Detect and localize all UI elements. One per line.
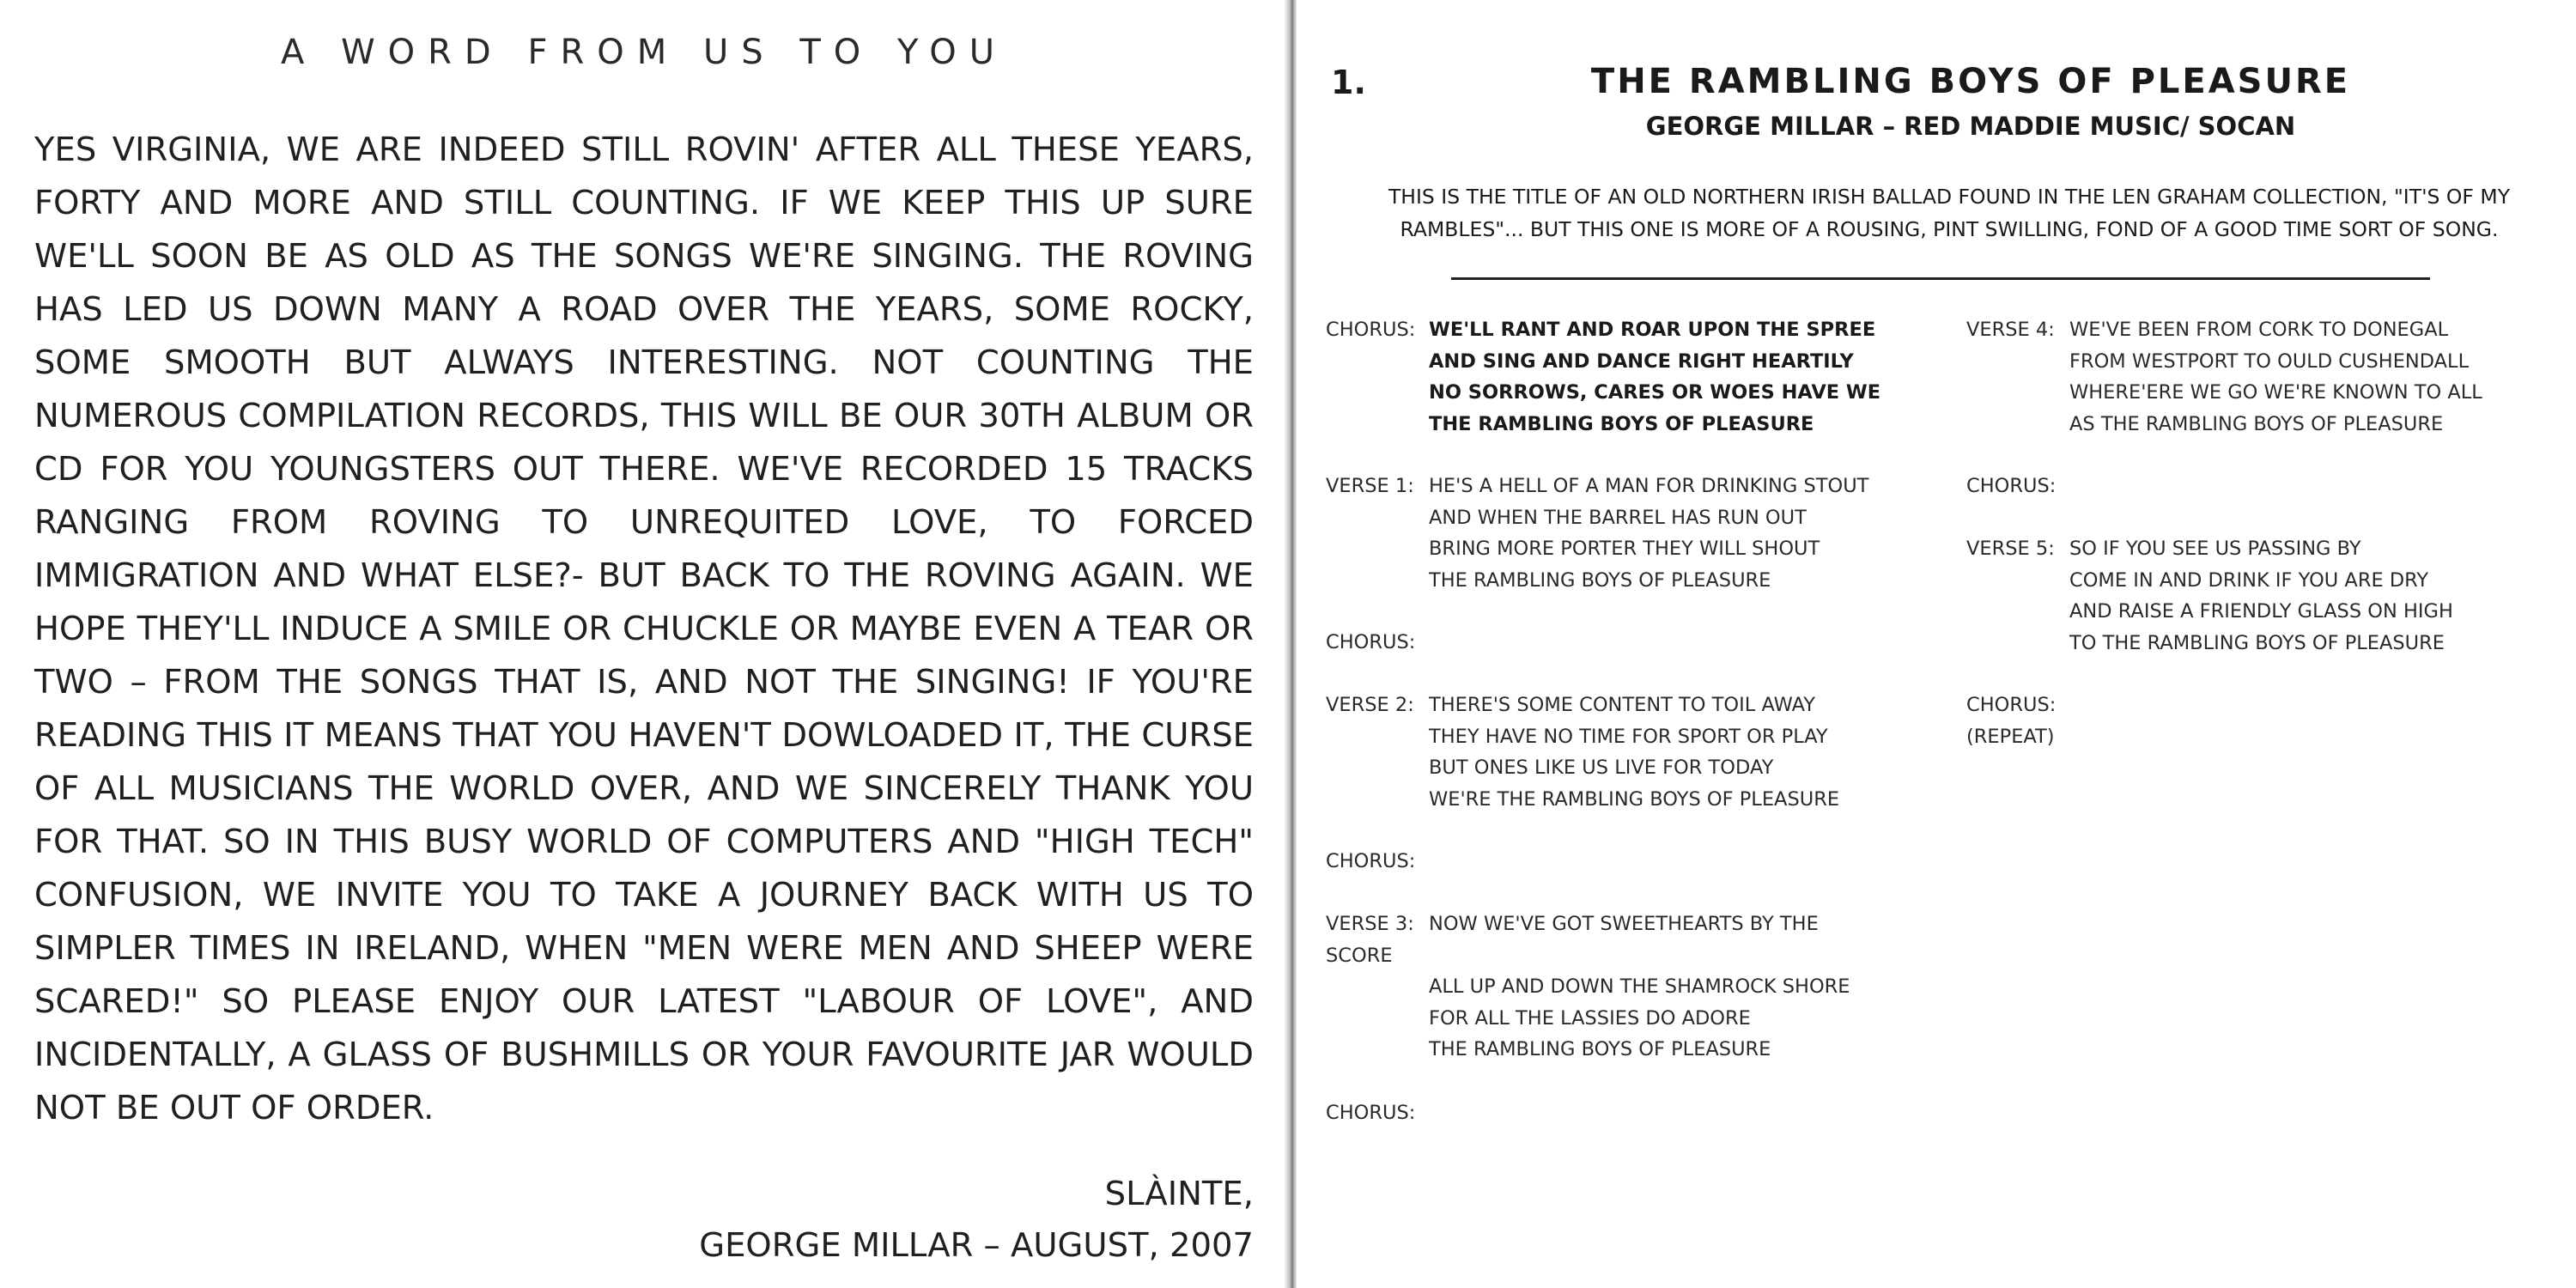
track-credit: GEORGE MILLAR – RED MADDIE MUSIC/ SOCAN [1645, 112, 2296, 141]
sign-off: SLÀINTE, [1104, 1175, 1254, 1213]
lyric-line: THE RAMBLING BOYS OF PLEASURE [1429, 412, 1814, 435]
lyric-line: FROM WESTPORT TO OULD CUSHENDALL [2069, 349, 2470, 373]
stanza-label: CHORUS: [1966, 475, 2057, 497]
track-title: THE RAMBLING BOYS OF PLEASURE [1590, 62, 2351, 101]
right-page [1297, 0, 2576, 1288]
lyric-line: WE'VE BEEN FROM CORK TO DONEGAL [2069, 319, 2449, 341]
stanza-label: CHORUS: [1326, 319, 1416, 341]
stanza-label: VERSE 3: [1326, 913, 1414, 935]
lyric-line: COME IN AND DRINK IF YOU ARE DRY [2069, 568, 2429, 592]
stanza-label: VERSE 4: [1966, 319, 2055, 341]
track-number: 1. [1331, 64, 1366, 101]
stanza-label: CHORUS: [1966, 694, 2057, 716]
stanza-lines [1429, 314, 1880, 440]
stanza-lines [2069, 533, 2453, 659]
lyric-line: NO SORROWS, CARES OR WOES HAVE WE [1429, 381, 1881, 404]
lyric-line: THERE'S SOME CONTENT TO TOIL AWAY [1429, 694, 1816, 716]
lyric-line: THE RAMBLING BOYS OF PLEASURE [1429, 1038, 1771, 1060]
repeat-marker: (REPEAT) [1966, 725, 2055, 748]
intro-heading: A WORD FROM US TO YOU [281, 33, 1007, 72]
stanza-label: CHORUS: [1326, 1102, 1416, 1124]
stanza-label: VERSE 2: [1326, 694, 1414, 716]
lyric-line: BRING MORE PORTER THEY WILL SHOUT [1429, 538, 1820, 560]
lyric-line: ALL UP AND DOWN THE SHAMROCK SHORE [1429, 975, 1850, 998]
divider [1451, 277, 2430, 280]
lyric-line: AND SING AND DANCE RIGHT HEARTILY [1429, 349, 1854, 373]
lyric-line: FOR ALL THE LASSIES DO ADORE [1429, 1006, 1751, 1030]
stanza-lines [1429, 971, 1850, 1066]
track-note-line: RAMBLES"... BUT THIS ONE IS MORE OF A ROUSING, PINT SWILLING, FOND OF A GOOD TIME SORT OF SONG. [1400, 217, 2499, 241]
stanza-label: CHORUS: [1326, 850, 1416, 872]
track-note-line: THIS IS THE TITLE OF AN OLD NORTHERN IRISH BALLAD FOUND IN THE LEN GRAHAM COLLECTION, "IT'S OF MY [1388, 185, 2511, 209]
lyric-line: WE'RE THE RAMBLING BOYS OF PLEASURE [1429, 787, 1840, 811]
lyric-line: SO IF YOU SEE US PASSING BY [2069, 538, 2361, 560]
stanza-lines [1429, 908, 1819, 940]
stanza-label: VERSE 1: [1326, 475, 1414, 497]
stanza-lines [1429, 471, 1868, 596]
lyric-line: BUT ONES LIKE US LIVE FOR TODAY [1429, 756, 1774, 779]
lyric-line: WHERE'ERE WE GO WE'RE KNOWN TO ALL [2069, 381, 2482, 404]
stanza-label: VERSE 5: [1966, 538, 2055, 560]
signature: GEORGE MILLAR – AUGUST, 2007 [699, 1226, 1254, 1265]
lyric-line: AND WHEN THE BARREL HAS RUN OUT [1429, 506, 1807, 529]
lyric-line: THE RAMBLING BOYS OF PLEASURE [1429, 568, 1771, 592]
lyric-line-wrap: SCORE [1326, 944, 1393, 967]
stanza-lines [1429, 690, 1839, 815]
lyric-line: WE'LL RANT AND ROAR UPON THE SPREE [1429, 319, 1876, 341]
lyric-line: THEY HAVE NO TIME FOR SPORT OR PLAY [1429, 725, 1828, 748]
lyric-line: HE'S A HELL OF A MAN FOR DRINKING STOUT [1429, 475, 1869, 497]
stanza-label: CHORUS: [1326, 631, 1416, 653]
track-note [1348, 180, 2550, 246]
lyric-line: AND RAISE A FRIENDLY GLASS ON HIGH [2069, 600, 2453, 623]
intro-paragraph: YES VIRGINIA, WE ARE INDEED STILL ROVIN' AFTER ALL THESE YEARS, FORTY AND MORE AND STILL COUNTING. IF WE KEEP THIS UP SURE WE'LL SOON BE AS OLD AS THE SONGS WE'RE SINGING. THE ROVING HAS LED US DOWN MANY A ROAD OVER THE YEARS, SOME ROCKY, SOME SMOOTH BUT ALWAYS INTERESTING. NOT COUNTING THE NUMEROUS COMPILATION RECORDS, THIS WILL BE OUR 30TH ALBUM OR CD FOR YOU YOUNGSTERS OUT THERE. WE'VE RECORDED 15 TRACKS RANGING FROM ROVING TO UNREQUITED LOVE, TO FORCED IMMIGRATION AND WHAT ELSE?- BUT BACK TO THE ROVING AGAIN. WE HOPE THEY'LL INDUCE A SMILE OR CHUCKLE OR MAYBE EVEN A TEAR OR TWO – FROM THE SONGS THAT IS, AND NOT THE SINGING! IF YOU'RE READING THIS IT MEANS THAT YOU HAVEN'T DOWLOADED IT, THE CURSE OF ALL MUSICIANS THE WORLD OVER, AND WE SINCERELY THANK YOU FOR THAT. SO IN THIS BUSY WORLD OF COMPUTERS AND "HIGH TECH" CONFUSION, WE INVITE YOU TO TAKE A JOURNEY BACK WITH US TO SIMPLER TIMES IN IRELAND, WHEN "MEN WERE MEN AND SHEEP WERE SCARED!" SO PLEASE ENJOY OUR LATEST "LABOUR OF LOVE", AND INCIDENTALLY, A GLASS OF BUSHMILLS OR YOUR FAVOURITE JAR WOULD NOT BE OUT OF ORDER. [34, 131, 1254, 1127]
lyric-line: AS THE RAMBLING BOYS OF PLEASURE [2069, 412, 2444, 435]
intro-body [34, 124, 1254, 1135]
stanza-lines [2069, 314, 2482, 440]
lyric-line: NOW WE'VE GOT SWEETHEARTS BY THE [1429, 913, 1819, 935]
lyric-line: TO THE RAMBLING BOYS OF PLEASURE [2069, 631, 2445, 654]
